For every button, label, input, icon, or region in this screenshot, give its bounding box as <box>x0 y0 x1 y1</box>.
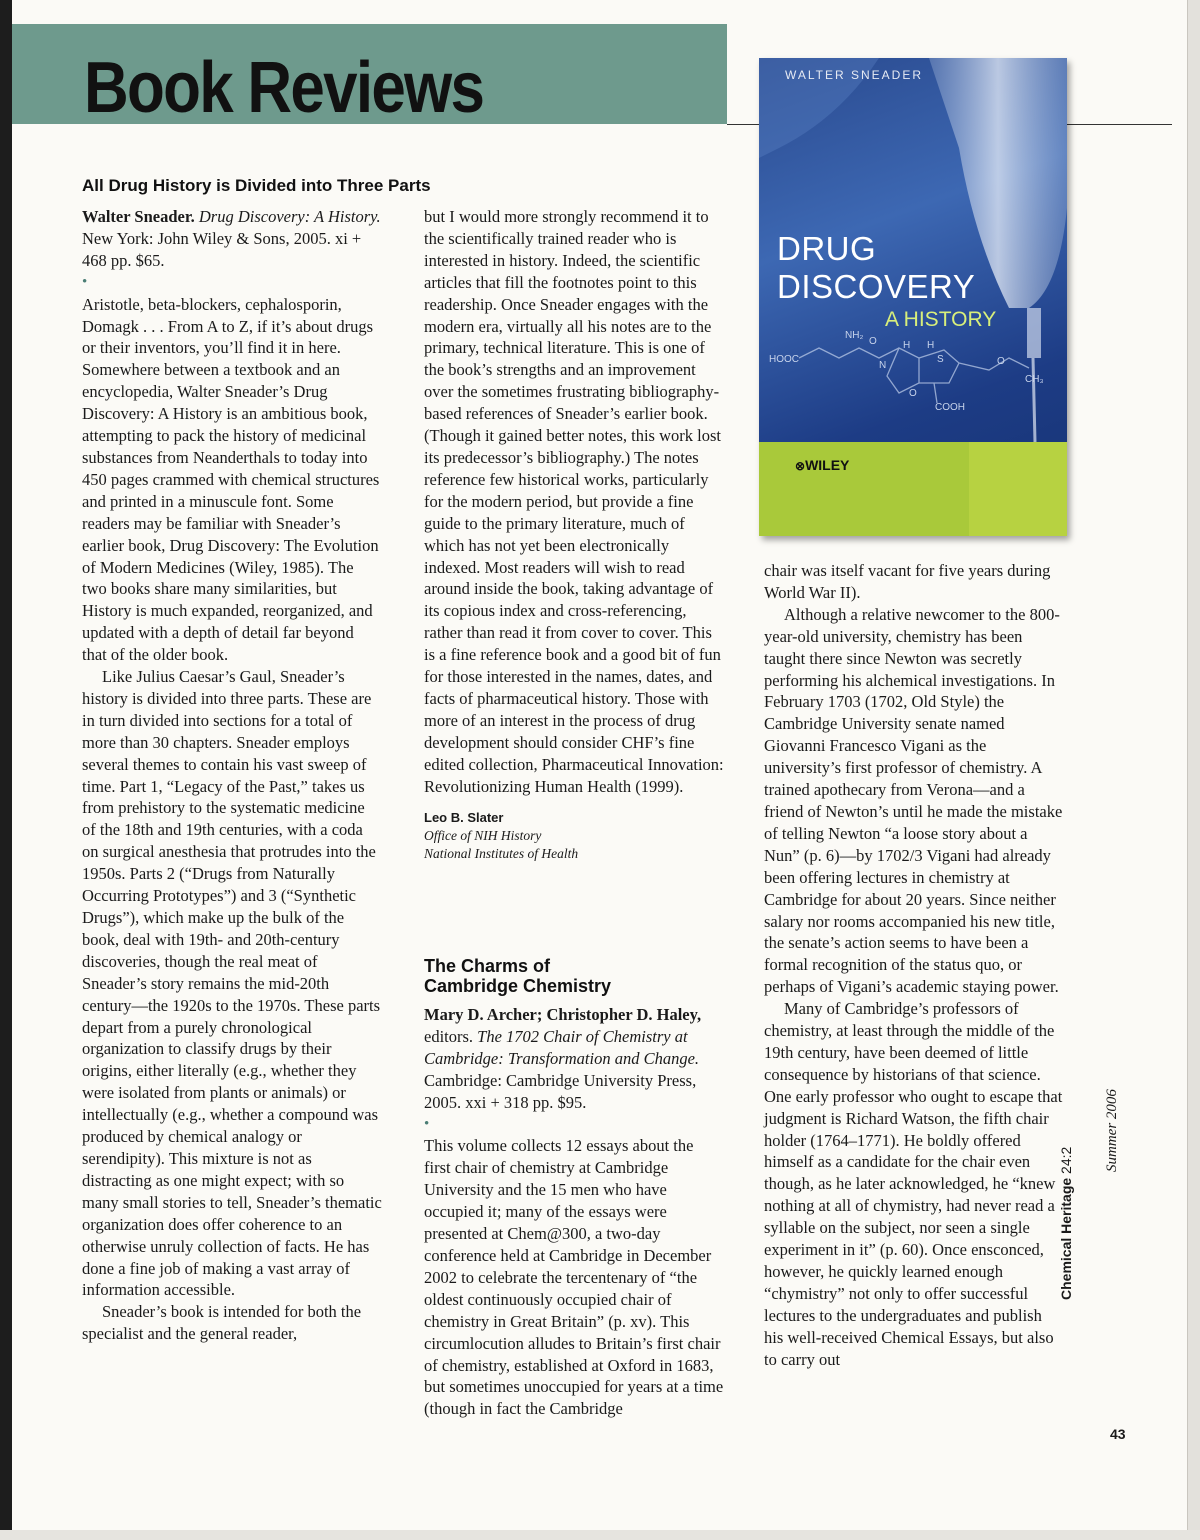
book-cover-title-line: DRUG <box>777 230 877 267</box>
review2-citation <box>424 1004 724 1114</box>
reviewer-affiliation: Office of NIH History <box>424 828 542 844</box>
page-bottom-edge <box>0 1530 1200 1540</box>
review2-authors: Mary D. Archer; Christopher D. Haley, <box>424 1005 702 1024</box>
chem-label: O <box>869 336 877 347</box>
chem-label: NH₂ <box>845 330 864 341</box>
review1-headline: All Drug History is Divided into Three Parts <box>82 176 431 195</box>
chem-label: CH₃ <box>1025 374 1044 385</box>
book-cover-image <box>759 58 1067 536</box>
reviewer-affiliation: National Institutes of Health <box>424 846 579 862</box>
chem-label: H <box>903 340 911 351</box>
chem-label: O <box>997 356 1005 367</box>
review2-role: editors. <box>424 1026 474 1046</box>
book-cover-title-line: DISCOVERY <box>777 268 976 305</box>
running-footer <box>1058 1110 1082 1300</box>
book-cover-band-left <box>759 442 969 536</box>
review1-column-1 <box>82 206 382 1345</box>
book-cover-publisher-text: WILEY <box>805 457 850 473</box>
reviewer-name: Leo B. Slater <box>424 810 504 826</box>
journal-name: Chemical Heritage <box>1058 1177 1074 1300</box>
chem-label: HOOC <box>769 354 799 365</box>
page-number: 43 <box>1110 1426 1126 1442</box>
section-title: Book Reviews <box>84 48 484 128</box>
page-edge <box>1187 0 1200 1540</box>
review1-paragraph: Sneader’s book is intended for both the specialist and the general reader, <box>82 1302 362 1344</box>
chem-label: H <box>927 340 935 351</box>
book-cover-subtitle: A HISTORY <box>885 308 997 331</box>
issue-season: Summer 2006 <box>1104 1089 1120 1172</box>
review1-paragraph: but I would more strongly recommend it to the scientifically trained reader who is interested in history. Indeed, the scientific articles that fill the footnotes point to this readership. Once Sneader engages with the modern era, virtually all his notes are to the primary, technical literature. This is one of the book’s strengths and an improvement over the sometimes frustrating bibliography-based references of Sneader’s earlier book. (Though it gained better notes, this work lost its predecessor’s bibliography.) The notes reference few historical works, particularly for the modern period, but provide a fine guide to the primary literature, much of which has not yet been electronically indexed. Most readers will wish to read around inside the book, taking advantage of its copious index and cross-referencing, rather than read it from cover to cover. This is a fine reference book and a good bit of fun for those interested in the names, dates, and facts of pharmaceutical history. Those with more of an interest in the process of drug development should consider CHF’s fine edited collection, Pharmaceutical Innovation: Revolutionizing Human Health (1999). <box>424 207 724 796</box>
chem-label: N <box>879 360 887 371</box>
review2-headline-line: The Charms of <box>424 956 551 976</box>
review1-publisher: New York: John Wiley & Sons, 2005. xi + 468 pp. $65. <box>82 228 362 270</box>
review1-book-title: Drug Discovery: A History. <box>198 207 381 226</box>
chem-label: O <box>909 388 917 399</box>
review1-citation <box>82 206 382 272</box>
review2-paragraph: chair was itself vacant for five years during World War II). <box>764 561 1051 602</box>
chem-label: S <box>937 354 944 365</box>
review2-paragraph: This volume collects 12 essays about the first chair of chemistry at Cambridge University and the 15 men who have occupied it; many of the essays were presented at Chem@300, a two-day conference held at Cambridge in December 2002 to celebrate the tercentenary of “the oldest continuously occupied chair of chemistry in Great Britain” (p. xv). This circumlocution alludes to Britain’s first chair of chemistry, established at Oxford in 1683, but sometimes unoccupied for years at a time (though in fact the Cambridge <box>424 1136 724 1419</box>
chemical-structure-labels <box>759 58 1067 442</box>
book-cover-author: WALTER SNEADER <box>785 68 924 82</box>
review2-paragraph: Many of Cambridge’s professors of chemistry, at least through the middle of the 19th century, have been deemed of little consequence by historians of that science. One early professor who ought to escape that judgment is Richard Watson, the fifth chair holder (1764–1771). He boldly offered himself as a candidate for the chair even though, as he later acknowledged, he “knew nothing at all of chymistry, had never read a syllable on the subject, nor seen a single experiment in it” (p. 60). Once ensconced, however, he quickly learned enough “chymistry” not only to offer successful lectures to the undergraduates and publish his well-received Chemical Essays, but also to carry out <box>764 999 1063 1369</box>
journal-volume: 24:2 <box>1058 1146 1074 1174</box>
review2-bullet: • <box>424 1115 430 1132</box>
review2-column-3 <box>764 560 1064 1371</box>
chem-label: COOH <box>935 402 965 413</box>
review1-paragraph: Like Julius Caesar’s Gaul, Sneader’s history is divided into three parts. These are in turn divided into sections for a total of more than 30 chapters. Sneader employs several themes to contain his vast sweep of time. Part 1, “Legacy of the Past,” takes us from prehistory to the systematic medicine of the 18th and 19th centuries, with a coda on surgical anesthesia that protrudes into the 1950s. Parts 2 (“Drugs from Naturally Occurring Prototypes”) and 3 (“Synthetic Drugs”), which make up the bulk of the book, deal with 19th- and 20th-century discoveries, though the real meat of Sneader’s story remains the mid-20th century—the 1920s to the 1970s. These parts depart from a purely chronological organization to classify drugs by their origins, either literally (e.g., whether they were isolated from plants or animals) or intellectually (e.g., whether a compound was produced by chemical analogy or serendipity). This mixture is not as distracting as one might expect; with so many small stories to tell, Sneader’s thematic organization does offer coherence to an otherwise unruly collection of facts. He has done a fine job of making a vast array of information accessible. <box>82 667 382 1300</box>
review2-book-title: The 1702 Chair of Chemistry at Cambridge: Transformation and Change. <box>424 1026 700 1068</box>
page-binding-shadow <box>0 0 12 1540</box>
review2-column-2 <box>424 1004 724 1420</box>
review2-paragraph: Although a relative newcomer to the 800-year-old university, chemistry has been taught there since Newton was secretly performing his alchemical investigations. In February 1703 (1702, Old Style) the Cambridge University senate named Giovanni Francesco Vigani as the university’s first professor of chemistry. A trained apothecary from Verona—and a friend of Newton’s until he made the mistake of telling Newton “a loose story about a Nun” (p. 6)—by 1702/3 Vigani had already been offering lectures in chemistry at Cambridge for about 20 years. Since neither salary nor rooms accompanied his new title, the senate’s action seems to have been a formal recognition of the status quo, or perhaps of Vigani’s academic staying power. <box>764 604 1063 997</box>
review1-paragraph: Aristotle, beta-blockers, cephalosporin, Domagk . . . From A to Z, if it’s about drugs or their inventors, you’ll find it in here. Somewhere between a textbook and an encyclopedia, Walter Sneader’s Drug Discovery: A History is an ambitious book, attempting to pack the history of medicinal substances from Neanderthals to today into 450 pages crammed with chemical structures and printed in a minuscule font. Some readers may be familiar with Sneader’s earlier book, Drug Discovery: The Evolution of Modern Medicines (Wiley, 1985). The two books share many similarities, but History is much expanded, reorganized, and updated with a depth of detail far beyond that of the older book. <box>82 294 380 665</box>
review1-column-2 <box>424 206 724 863</box>
issue-date <box>1104 1052 1128 1172</box>
wiley-logo-icon: ⊗ <box>795 459 806 473</box>
review2-publisher: Cambridge: Cambridge University Press, 2005. xxi + 318 pp. $95. <box>424 1070 697 1112</box>
review2-headline-line: Cambridge Chemistry <box>424 976 612 996</box>
review1-bullet: • <box>82 273 88 290</box>
review1-author: Walter Sneader. <box>82 207 195 226</box>
review2-headline <box>424 956 611 996</box>
book-cover-publisher <box>795 457 849 473</box>
